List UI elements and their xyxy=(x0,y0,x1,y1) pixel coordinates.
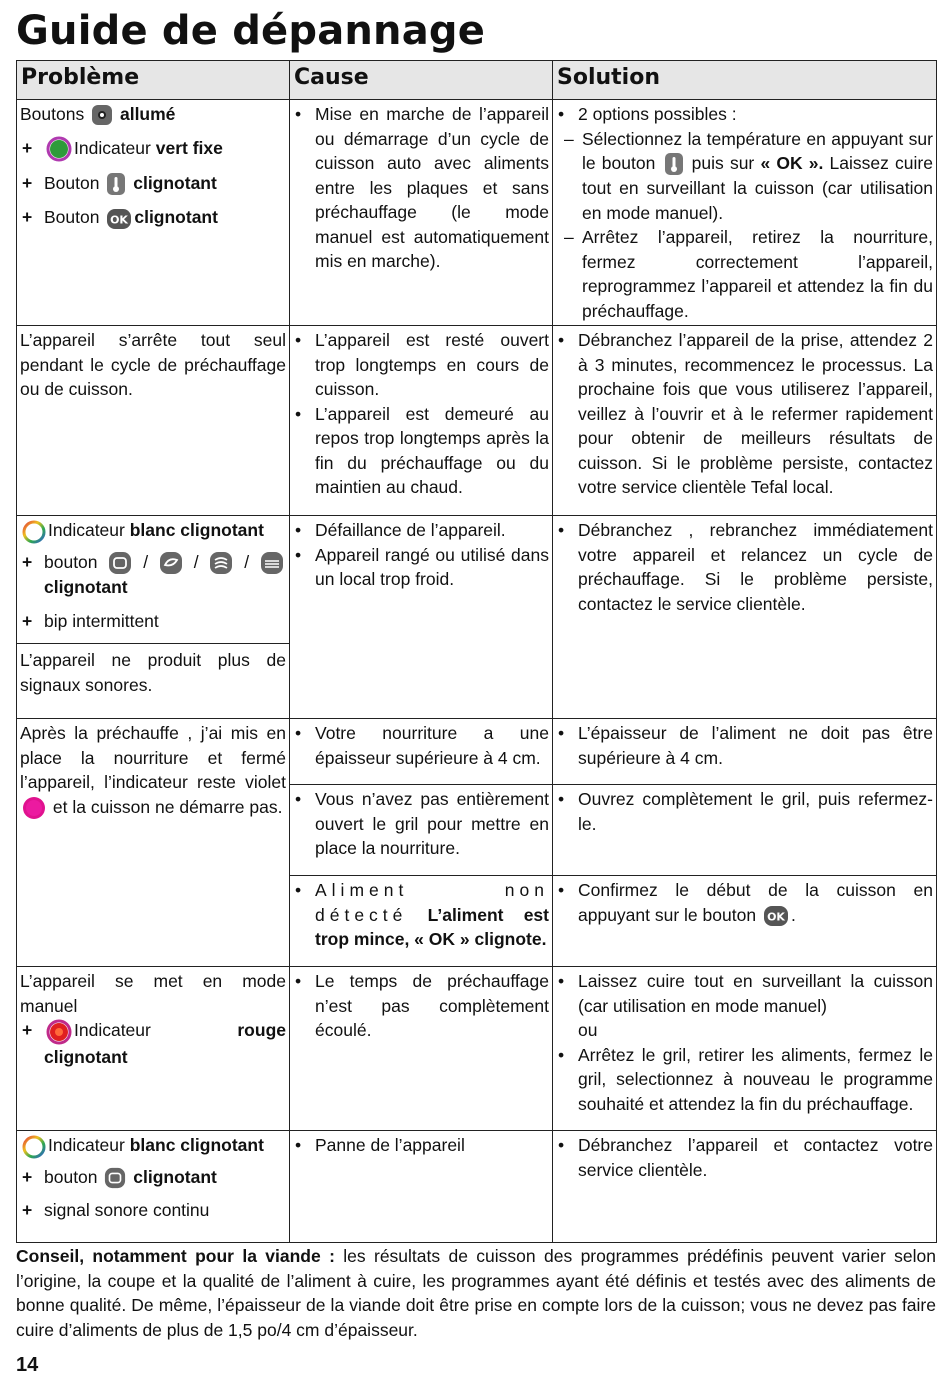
problem-cell xyxy=(17,100,290,326)
solution-list xyxy=(556,1043,933,1117)
cause-list xyxy=(293,1133,549,1158)
header-problem: Problème xyxy=(17,61,290,100)
list-item: • Aliment non détecté L’aliment est trop mince, « OK » clignote. xyxy=(293,878,549,952)
program-button-icon xyxy=(260,551,284,575)
table-row xyxy=(17,326,937,516)
solution-list xyxy=(556,1133,933,1182)
cause-cell xyxy=(290,516,553,719)
cause-list xyxy=(293,878,549,952)
list-item: • Débranchez l’appareil de la prise, attendez 2 à 3 minutes, recommencez le processus. La prochaine fois que vous utiliserez l’appareil, veillez à l’ouvrir et à le refermer rapidement pour obtenir de meilleurs résultats de cuisson. Si le problème persiste, contactez votre service clientèle Tefal local. xyxy=(556,328,933,500)
list-item: + bouton / / / clignotant xyxy=(20,550,286,600)
svg-text:OK: OK xyxy=(110,213,129,227)
list-item: • Votre nourriture a une épaisseur supérieure à 4 cm. xyxy=(293,721,549,770)
list-item: • Mise en marche de l’appareil ou démarrage d’un cycle de cuisson auto avec aliments entre les plaques et sans préchauffage (le mode manuel est automatiquement mis en marche). xyxy=(293,102,549,274)
list-item: • Débranchez l’appareil et contactez votre service clientèle. xyxy=(556,1133,933,1182)
list-item: – Sélectionnez la température en appuyant sur le bouton puis sur « OK ». Laissez cuire tout en surveillant la cuisson (car utilisation en mode manuel). xyxy=(556,127,933,226)
cause-cell xyxy=(290,785,553,876)
solution-list xyxy=(556,969,933,1018)
list-item: + bouton clignotant xyxy=(20,1165,286,1190)
problem-cell xyxy=(17,516,290,719)
program-button-icon xyxy=(209,551,233,575)
solution-options xyxy=(556,127,933,324)
white-indicator-icon xyxy=(22,520,46,544)
problem-line: Indicateur blanc clignotant xyxy=(20,518,286,543)
list-item: • 2 options possibles : xyxy=(556,102,933,127)
table-row xyxy=(17,1131,937,1243)
problem-line: Indicateur blanc clignotant xyxy=(20,1133,286,1158)
problem-line: Boutons allumé xyxy=(20,102,286,127)
program-button-icon xyxy=(159,551,183,575)
list-item: + Bouton clignotant xyxy=(20,171,286,196)
thermometer-button-icon xyxy=(106,172,126,196)
page-title: Guide de dépannage xyxy=(16,8,486,54)
table-row xyxy=(17,100,937,326)
list-item: • Laissez cuire tout en surveillant la cuisson (car utilisation en mode manuel) xyxy=(556,969,933,1018)
cause-cell xyxy=(290,967,553,1131)
cause-cell xyxy=(290,876,553,967)
table-row xyxy=(17,719,937,785)
list-item: + bip intermittent xyxy=(20,609,286,634)
solution-cell xyxy=(553,876,937,967)
cause-cell xyxy=(290,1131,553,1243)
problem-list xyxy=(20,136,286,230)
solution-list xyxy=(556,518,933,616)
solution-list xyxy=(556,102,933,127)
problem-cell: Après la préchauffe , j’ai mis en place la nourriture et fermé l’appareil, l’indicateur reste violet et la cuisson ne démarre pas. xyxy=(17,719,290,967)
cause-list xyxy=(293,969,549,1043)
list-item: • Panne de l’appareil xyxy=(293,1133,549,1158)
list-item: • Appareil rangé ou utilisé dans un local trop froid. xyxy=(293,543,549,592)
solution-list xyxy=(556,787,933,836)
solution-cell xyxy=(553,785,937,876)
solution-cell xyxy=(553,1131,937,1243)
solution-or: ou xyxy=(578,1020,598,1041)
list-item: + Indicateur vert fixe xyxy=(20,136,286,162)
program-button-icon xyxy=(104,1167,126,1189)
solution-cell xyxy=(553,967,937,1131)
problem-list xyxy=(20,1018,286,1069)
list-item: – Arrêtez l’appareil, retirez la nourriture, fermez correctement l’appareil, reprogrammez l’appareil et attendez la fin du préchauffage. xyxy=(556,225,933,323)
power-button-icon xyxy=(91,104,113,126)
cause-list xyxy=(293,518,549,592)
solution-list xyxy=(556,721,933,770)
table-row xyxy=(17,516,937,719)
advice-note: Conseil, notamment pour la viande : les résultats de cuisson des programmes prédéfinis peuvent varier selon l’origine, la coupe et la qualité de l’aliment à cuire, les programmes ayant été définis et testés avec des aliments de bonne qualité. De même, l’épaisseur de la viande doit être prise en compte lors de la cuisson; vous ne devez pas faire cuire d’aliments de plus de 1,5 po/4 cm d’épaisseur. xyxy=(16,1246,936,1340)
cause-cell xyxy=(290,719,553,785)
list-item: • Confirmez le début de la cuisson en appuyant sur le bouton OK . xyxy=(556,878,933,927)
cause-list xyxy=(293,102,549,274)
solution-cell xyxy=(553,516,937,719)
list-item: + Indicateur rouge clignotant xyxy=(20,1018,286,1069)
table-row xyxy=(17,967,937,1131)
green-indicator-icon xyxy=(46,136,72,162)
header-solution: Solution xyxy=(553,61,937,100)
list-item: • L’appareil est resté ouvert trop longtemps en cours de cuisson. xyxy=(293,328,549,402)
troubleshooting-table xyxy=(16,60,937,1243)
solution-list xyxy=(556,328,933,500)
cause-list xyxy=(293,787,549,861)
list-item: + signal sonore continu xyxy=(20,1198,286,1223)
solution-cell xyxy=(553,719,937,785)
problem-cell: L’appareil s’arrête tout seul pendant le cycle de préchauffage ou de cuisson. xyxy=(17,326,290,516)
solution-cell xyxy=(553,326,937,516)
program-button-icon xyxy=(108,551,132,575)
list-item: • Défaillance de l’appareil. xyxy=(293,518,549,543)
red-indicator-icon xyxy=(46,1019,72,1045)
list-item: • Le temps de préchauffage n’est pas complètement écoulé. xyxy=(293,969,549,1043)
cause-cell xyxy=(290,326,553,516)
ok-button-icon xyxy=(763,905,789,927)
list-item: • Ouvrez complètement le gril, puis refermez-le. xyxy=(556,787,933,836)
cause-list xyxy=(293,328,549,500)
list-item: • Arrêtez le gril, retirer les aliments, fermez le gril, selectionnez à nouveau le programme souhaité et attendez la fin du préchauffage. xyxy=(556,1043,933,1117)
list-item: • Débranchez , rebranchez immédiatement votre appareil et relancez un cycle de préchauffage. Si le problème persiste, contactez le service clientèle. xyxy=(556,518,933,616)
problem-list xyxy=(20,550,286,633)
problem-cell xyxy=(17,1131,290,1243)
table-header-row xyxy=(17,61,937,100)
page-number: 14 xyxy=(16,1354,39,1376)
svg-text:OK: OK xyxy=(767,910,785,924)
problem-extra: L’appareil ne produit plus de signaux sonores. xyxy=(17,643,289,697)
solution-list xyxy=(556,878,933,927)
ok-button-icon xyxy=(106,208,132,230)
header-cause: Cause xyxy=(290,61,553,100)
cause-cell xyxy=(290,100,553,326)
violet-indicator-icon xyxy=(22,796,46,820)
list-item: + Bouton OK clignotant xyxy=(20,205,286,230)
problem-list xyxy=(20,1165,286,1223)
list-item: • L’appareil est demeuré au repos trop longtemps après la fin du préchauffage ou du maintien au chaud. xyxy=(293,402,549,500)
problem-cell xyxy=(17,967,290,1131)
white-indicator-icon xyxy=(22,1135,46,1159)
cause-list xyxy=(293,721,549,770)
solution-cell xyxy=(553,100,937,326)
list-item: • Vous n’avez pas entièrement ouvert le gril pour mettre en place la nourriture. xyxy=(293,787,549,861)
problem-line: L’appareil se met en mode manuel xyxy=(20,971,286,1016)
thermometer-button-icon xyxy=(664,152,684,176)
list-item: • L’épaisseur de l’aliment ne doit pas être supérieure à 4 cm. xyxy=(556,721,933,770)
